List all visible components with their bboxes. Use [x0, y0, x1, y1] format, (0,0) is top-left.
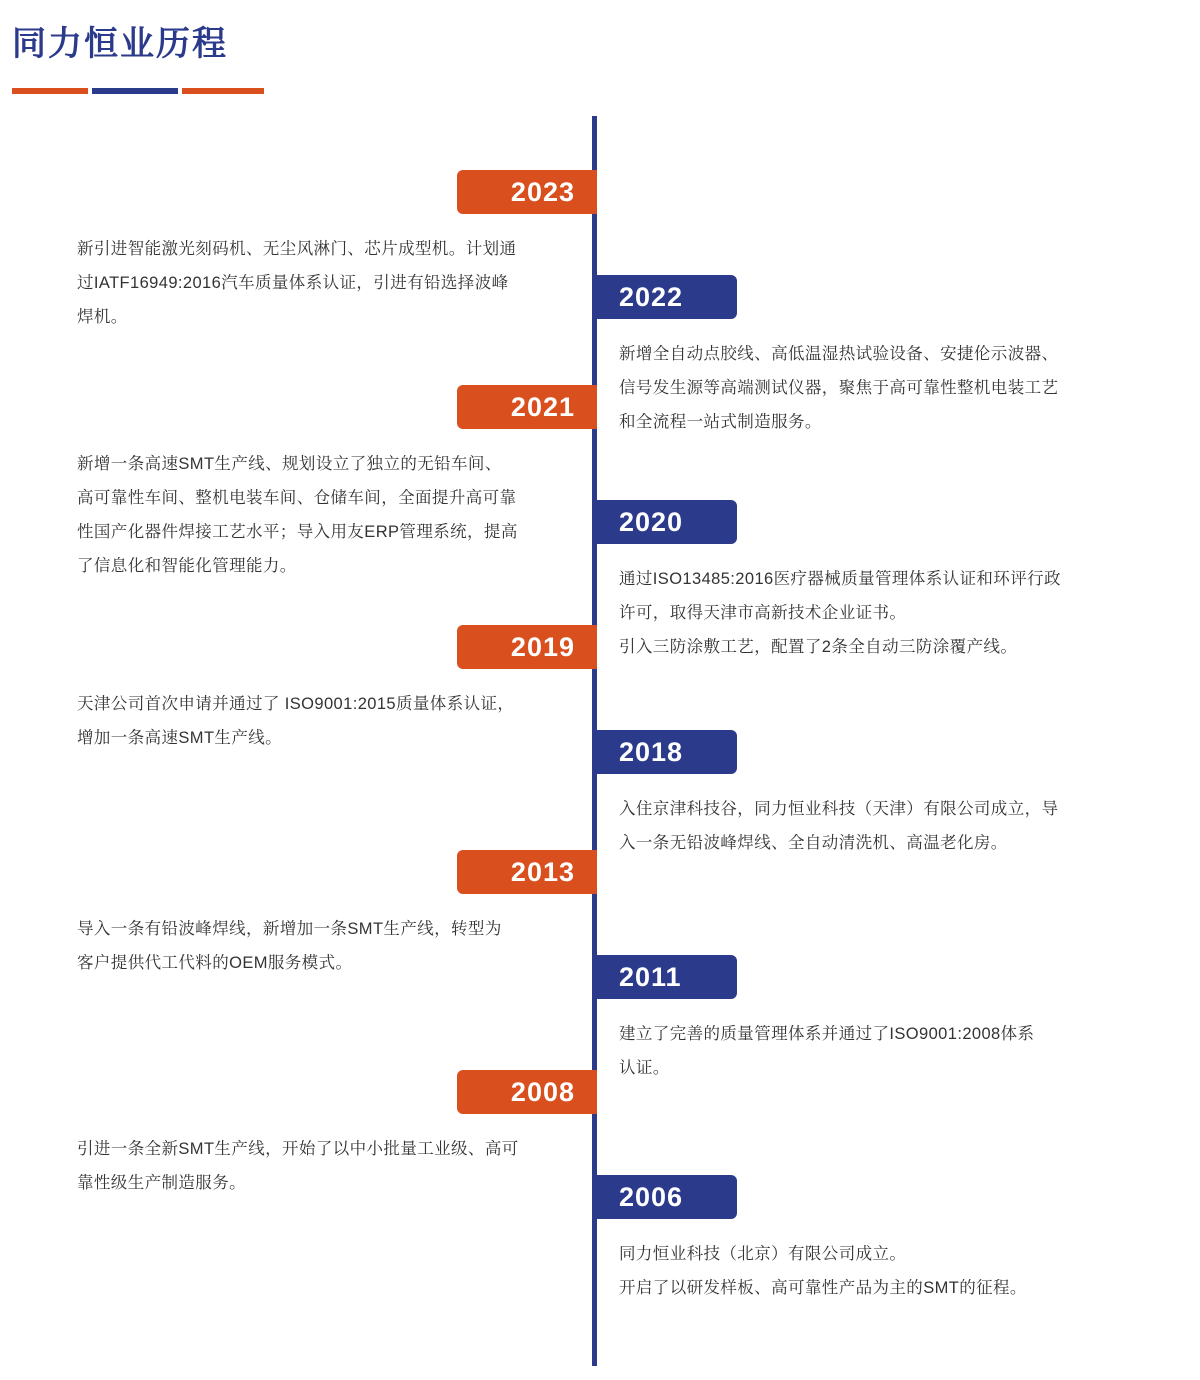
page-title: 同力恒业历程 [12, 25, 228, 63]
timeline-year-2013[interactable]: 2013 [457, 850, 597, 894]
timeline-year-2022[interactable]: 2022 [597, 275, 737, 319]
title-underline [12, 88, 264, 94]
timeline-entry-line: 焊机。 [77, 308, 128, 326]
timeline-entry-text [619, 1017, 1179, 1085]
timeline-entry-line: 引进一条全新SMT生产线，开始了以中小批量工业级、高可 [77, 1140, 519, 1158]
timeline-entry-text [77, 912, 587, 980]
timeline-entry-line: 通过ISO13485:2016医疗器械质量管理体系认证和环评行政 [619, 570, 1061, 588]
timeline-entry-line: 同力恒业科技（北京）有限公司成立。 [619, 1245, 907, 1263]
timeline-entry-text [619, 1237, 1179, 1305]
underline-segment-orange-right [182, 88, 264, 94]
timeline-year-2021[interactable]: 2021 [457, 385, 597, 429]
page-header [0, 0, 1200, 110]
underline-segment-blue [92, 88, 178, 94]
timeline-year-2020[interactable]: 2020 [597, 500, 737, 544]
timeline-year-2006[interactable]: 2006 [597, 1175, 737, 1219]
timeline-entry-text [77, 687, 587, 755]
timeline-entry-text [77, 1132, 587, 1200]
timeline-entry-line: 导入一条有铅波峰焊线，新增加一条SMT生产线，转型为 [77, 920, 502, 938]
timeline-entry-line: 许可，取得天津市高新技术企业证书。 [619, 604, 907, 622]
timeline-entry-line: 高可靠性车间、整机电装车间、仓储车间，全面提升高可靠 [77, 489, 517, 507]
timeline-entry-text [619, 792, 1179, 860]
timeline-year-2008[interactable]: 2008 [457, 1070, 597, 1114]
timeline-entry-line: 入住京津科技谷，同力恒业科技（天津）有限公司成立，导 [619, 800, 1059, 818]
timeline-entry-line: 信号发生源等高端测试仪器，聚焦于高可靠性整机电装工艺 [619, 379, 1059, 397]
timeline-entry-line: 靠性级生产制造服务。 [77, 1174, 246, 1192]
underline-segment-orange-left [12, 88, 88, 94]
timeline-entry-line: 新引进智能激光刻码机、无尘风淋门、芯片成型机。计划通 [77, 240, 517, 258]
timeline [0, 110, 1200, 1370]
timeline-entry-line: 和全流程一站式制造服务。 [619, 413, 822, 431]
timeline-entry-line: 天津公司首次申请并通过了 ISO9001:2015质量体系认证， [77, 695, 515, 713]
timeline-entry-line: 新增全自动点胶线、高低温湿热试验设备、安捷伦示波器、 [619, 345, 1059, 363]
timeline-entry-line: 引入三防涂敷工艺，配置了2条全自动三防涂覆产线。 [619, 638, 1018, 656]
timeline-entry-text [77, 232, 587, 334]
timeline-entry-line: 认证。 [619, 1059, 670, 1077]
timeline-entry-line: 性国产化器件焊接工艺水平；导入用友ERP管理系统，提高 [77, 523, 518, 541]
timeline-entry-line: 入一条无铅波峰焊线、全自动清洗机、高温老化房。 [619, 834, 1008, 852]
timeline-entry-text [619, 337, 1179, 439]
timeline-entry-line: 了信息化和智能化管理能力。 [77, 557, 297, 575]
timeline-entry-line: 新增一条高速SMT生产线、规划设立了独立的无铅车间、 [77, 455, 502, 473]
timeline-year-2018[interactable]: 2018 [597, 730, 737, 774]
timeline-entry-line: 开启了以研发样板、高可靠性产品为主的SMT的征程。 [619, 1279, 1027, 1297]
timeline-entry-line: 建立了完善的质量管理体系并通过了ISO9001:2008体系 [619, 1025, 1035, 1043]
timeline-year-2011[interactable]: 2011 [597, 955, 737, 999]
timeline-entry-line: 过IATF16949:2016汽车质量体系认证，引进有铅选择波峰 [77, 274, 509, 292]
timeline-entry-line: 增加一条高速SMT生产线。 [77, 729, 283, 747]
timeline-year-2019[interactable]: 2019 [457, 625, 597, 669]
timeline-entry-text [619, 562, 1179, 664]
timeline-entry-line: 客户提供代工代料的OEM服务模式。 [77, 954, 353, 972]
timeline-year-2023[interactable]: 2023 [457, 170, 597, 214]
timeline-entry-text [77, 447, 587, 583]
